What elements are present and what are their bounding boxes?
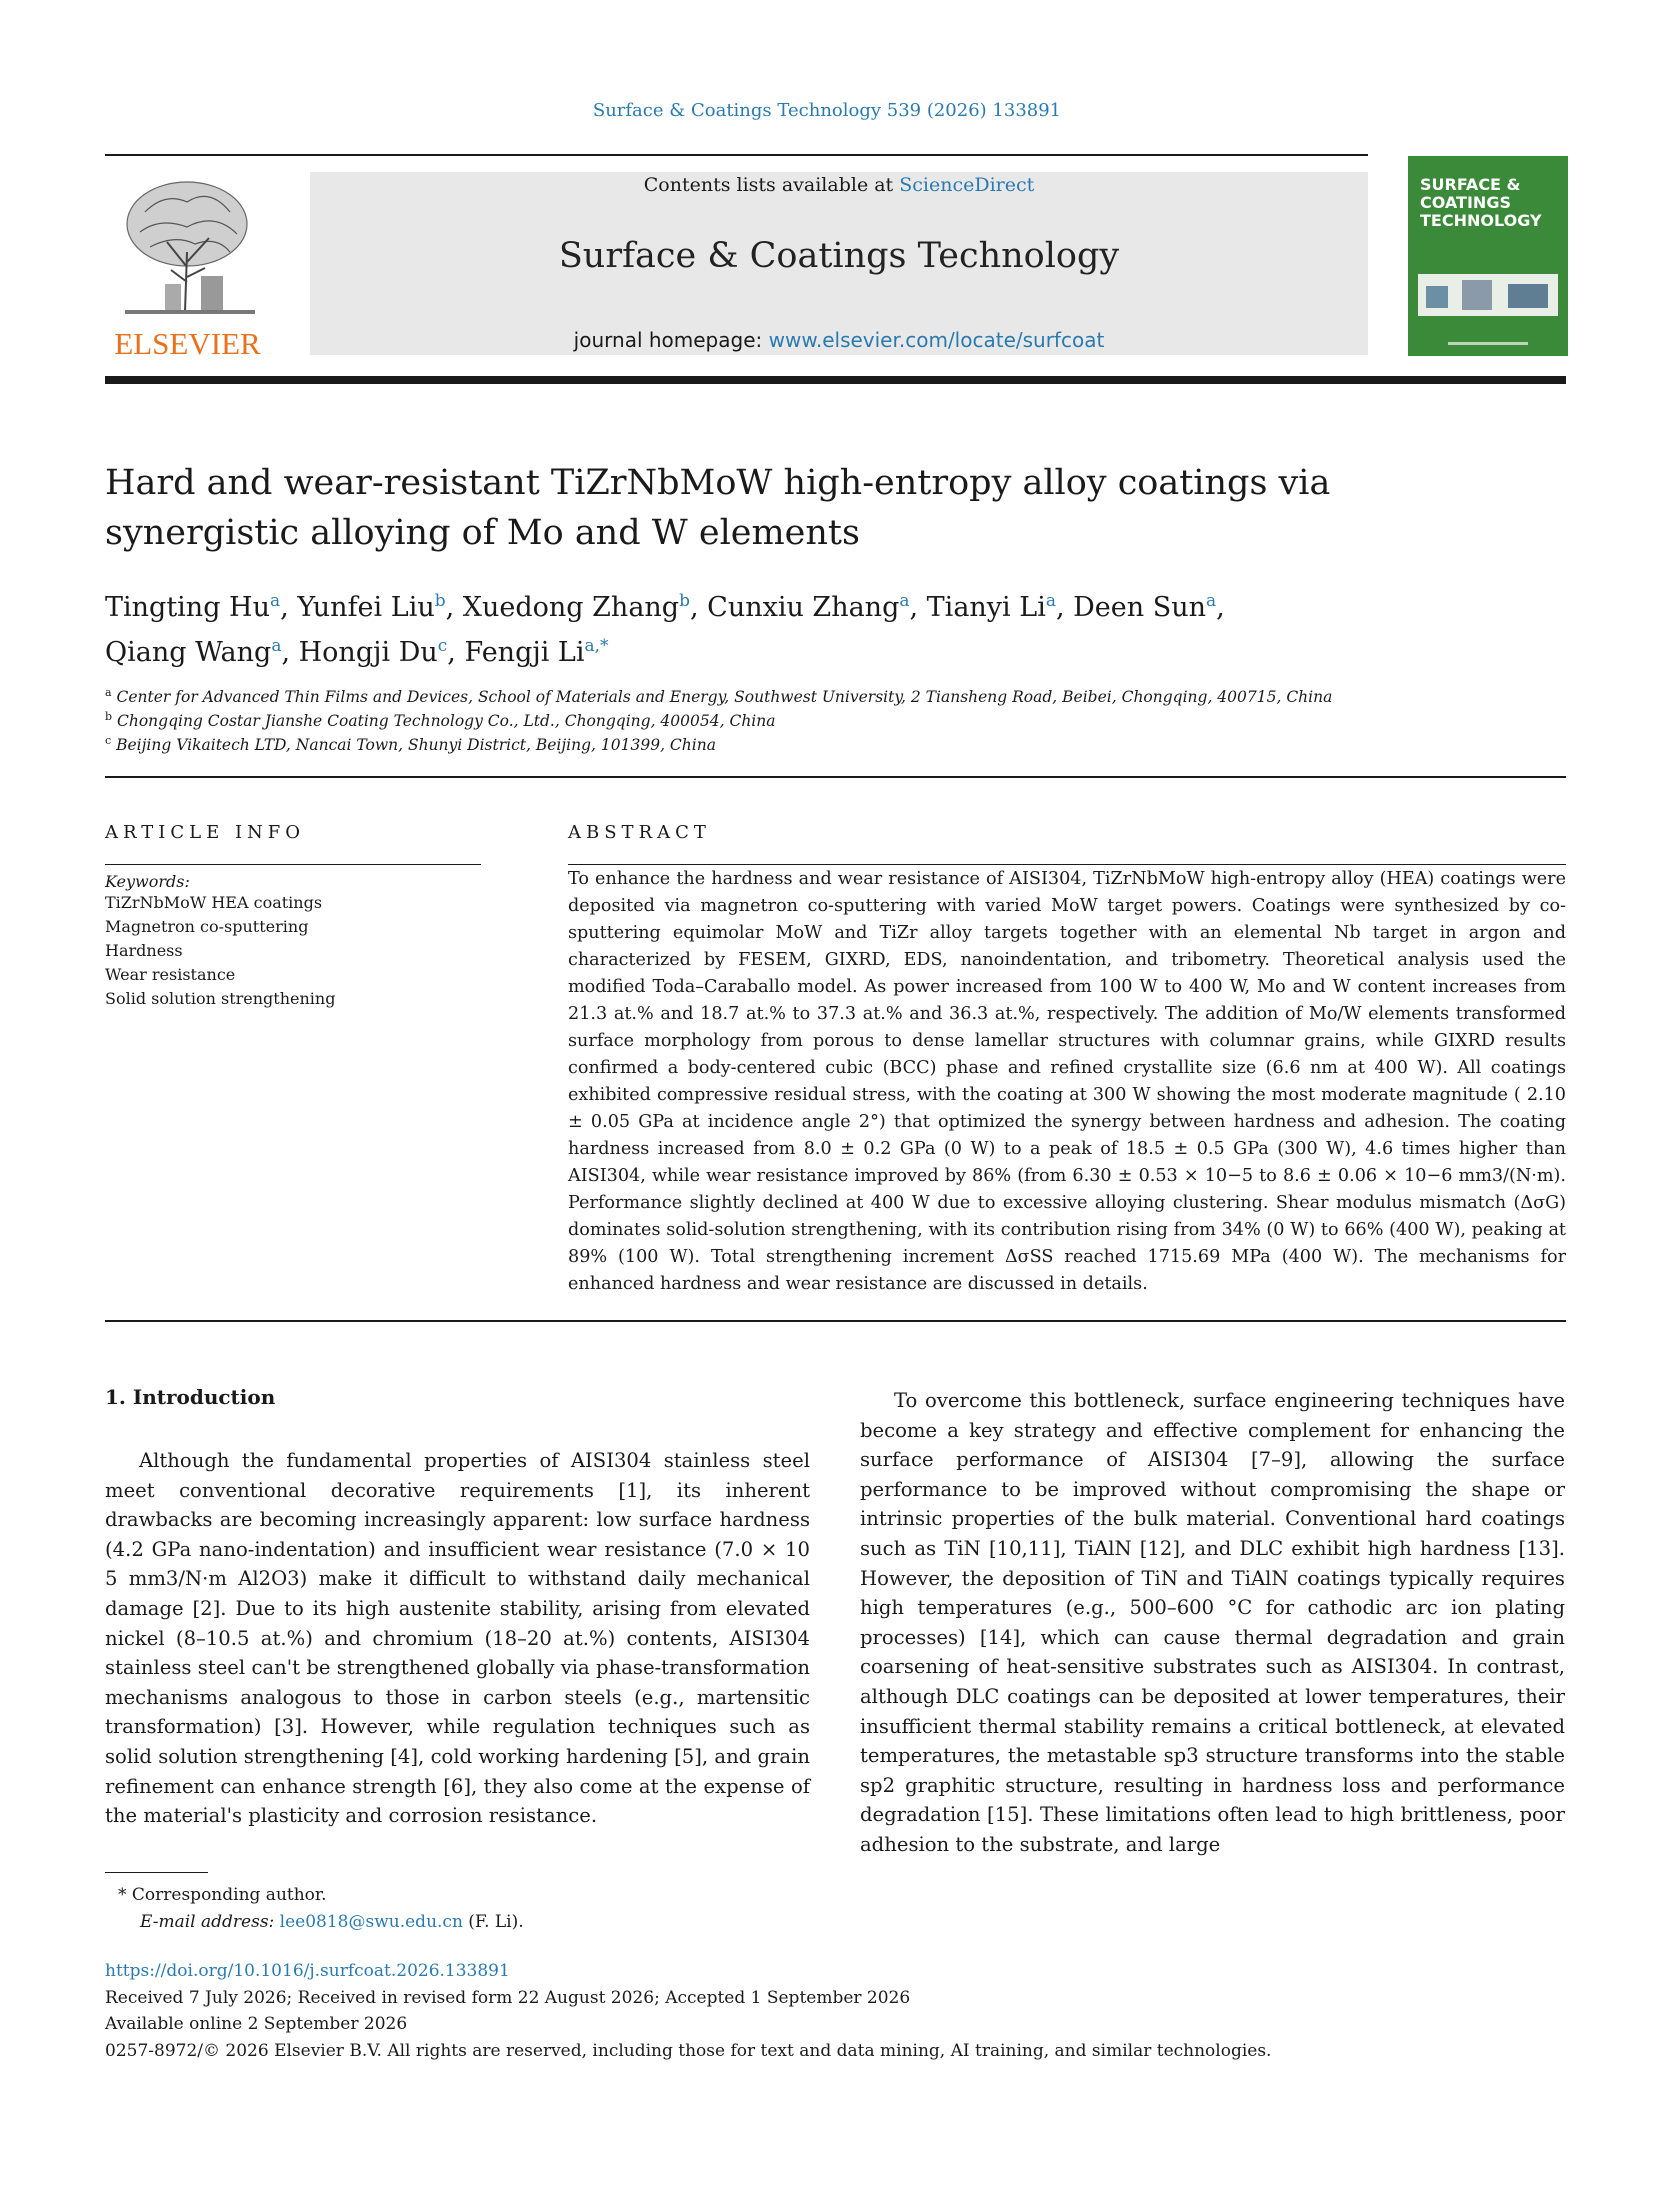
keyword[interactable]: TiZrNbMoW HEA coatings xyxy=(105,893,323,912)
email-line xyxy=(118,1909,524,1936)
journal-cover-thumbnail[interactable] xyxy=(1408,156,1568,356)
abstract-text: To enhance the hardness and wear resistance of AISI304, TiZrNbMoW high-entropy alloy (HEA) coatings were deposited via magnetron co-sputtering with varied MoW target powers. Coatings were synthesized by co-sputtering equimolar MoW and TiZr alloy targets together with an elemental Nb target in argon and characterized by FESEM, GIXRD, EDS, nanoindentation, and tribometry. Theoretical analysis used the modified Toda–Caraballo model. As power increased from 100 W to 400 W, Mo and W content increases from 21.3 at.% and 18.7 at.% to 37.3 at.% and 36.3 at.%, respectively. The addition of Mo/W elements transformed surface morphology from porous to dense lamellar structures with columnar grains, while GIXRD results confirmed a body-centered cubic (BCC) phase and refined crystallite size (6.6 nm at 400 W). All coatings exhibited compressive residual stress, with the coating at 300 W showing the most moderate magnitude ( 2.10 ± 0.05 GPa at incidence angle 2°) that optimized the synergy between hardness and adhesion. The coating hardness increased from 8.0 ± 0.2 GPa (0 W) to a peak of 18.5 ± 0.5 GPa (300 W), 4.6 times higher than AISI304, while wear resistance improved by 86% (from 6.30 ± 0.53 × 10−5 to 8.6 ± 0.06 × 10−6 mm3/(N·m). Performance slightly declined at 400 W due to excessive alloying clustering. Shear modulus mismatch (ΔσG) dominates solid-solution strengthening, with its contribution rising from 34% (0 W) to 66% (400 W), peaking at 89% (100 W). Total strengthening increment ΔσSS reached 1715.69 MPa (400 W). The mechanisms for enhanced hardness and wear resistance are discussed in details. xyxy=(568,869,1566,1294)
introduction-heading: 1. Introduction xyxy=(105,1385,276,1409)
affiliation-mark[interactable]: b xyxy=(679,591,690,611)
author-name[interactable]: Tingting Hu xyxy=(105,592,270,623)
affiliation-mark[interactable]: b xyxy=(434,591,446,611)
author-separator: , xyxy=(689,592,708,623)
tree-logo-icon xyxy=(105,172,270,320)
intro-paragraph: To overcome this bottleneck, surface engineering techniques have become a key strategy and effective complement for enhancing the surface performance of AISI304 [7–9], allowing the surface performance to be improved without compromising the shape or intrinsic properties of the bulk material. Conventional hard coatings such as TiN [10,11], TiAlN [12], and DLC exhibit high hardness [13]. However, the deposition of TiN and TiAlN coatings typically requires high temperatures (e.g., 500–600 °C for cathodic arc ion plating processes) [14], which can cause thermal degradation and grain coarsening of heat-sensitive substrates such as AISI304. In contrast, although DLC coatings can be deposited at lower temperatures, their insufficient thermal stability remains a critical bottleneck, at elevated temperatures, the metastable sp3 structure transforms into the stable sp2 graphitic structure, resulting in hardness loss and performance degradation [15]. These limitations often lead to high brittleness, poor adhesion to the substrate, and large xyxy=(860,1389,1565,1856)
intro-right-column xyxy=(860,1386,1565,1860)
homepage-line xyxy=(310,328,1368,352)
received-dates: Received 7 July 2026; Received in revised form 22 August 2026; Accepted 1 September 2026 xyxy=(105,1987,911,2008)
available-online: Available online 2 September 2026 xyxy=(105,2014,408,2034)
cover-footer-bar xyxy=(1448,342,1528,345)
publication-info xyxy=(105,1958,1565,2064)
author-name[interactable]: Hongji Du xyxy=(298,637,438,668)
abstract-heading: ABSTRACT xyxy=(568,822,711,843)
author-list xyxy=(105,582,1505,672)
cover-title: SURFACE & COATINGS TECHNOLOGY xyxy=(1420,175,1542,230)
article-info-rule xyxy=(105,864,481,865)
author-name[interactable]: Deen Sun xyxy=(1073,592,1207,623)
abstract-rule xyxy=(568,864,1566,865)
affiliation xyxy=(105,706,1555,732)
author-separator: , xyxy=(281,637,299,668)
email-link[interactable]: lee0818@swu.edu.cn xyxy=(279,1912,463,1932)
abstract-bottom-rule xyxy=(105,1320,1566,1322)
elsevier-wordmark: ELSEVIER xyxy=(114,326,261,361)
affiliation-mark[interactable]: a xyxy=(1045,591,1056,611)
affiliation-mark[interactable]: a xyxy=(899,591,910,611)
article-info-heading: ARTICLE INFO xyxy=(105,822,306,843)
keyword[interactable]: Wear resistance xyxy=(105,965,236,984)
author-name[interactable]: Cunxiu Zhang xyxy=(707,592,900,623)
author-name[interactable]: Xuedong Zhang xyxy=(462,592,680,623)
affiliation xyxy=(105,682,1555,708)
intro-paragraph: Although the fundamental properties of AISI304 stainless steel meet conventional decorative requirements [1], its inherent drawbacks are becoming increasingly apparent: low surface hardness (4.2 GPa nano-indentation) and insufficient wear resistance (7.0 × 10 5 mm3/N·m Al2O3) make it difficult to withstand daily mechanical damage [2]. Due to its high austenite stability, arising from elevated nickel (8–10.5 at.%) and chromium (18–20 at.%) contents, AISI304 stainless steel can't be strengthened globally via phase-transformation mechanisms analogous to those in carbon steels (e.g., martensitic transformation) [3]. However, while regulation techniques such as solid solution strengthening [4], cold working hardening [5], and grain refinement can enhance strength [6], they also come at the expense of the material's plasticity and corrosion resistance. xyxy=(105,1449,810,1828)
journal-title: Surface & Coatings Technology xyxy=(558,236,1120,276)
intro-left-column xyxy=(105,1446,810,1831)
author-separator: , xyxy=(447,637,465,668)
corresponding-footnote xyxy=(118,1882,524,1936)
author-line-1 xyxy=(105,582,1505,627)
journal-homepage-link[interactable]: www.elsevier.com/locate/surfcoat xyxy=(768,328,1105,352)
keyword[interactable]: Magnetron co-sputtering xyxy=(105,917,309,936)
journal-masthead xyxy=(310,172,1368,355)
doi-link[interactable]: https://doi.org/10.1016/j.surfcoat.2026.133891 xyxy=(105,1961,510,1981)
masthead-thick-rule xyxy=(105,376,1566,384)
email-label: E-mail address: xyxy=(140,1912,280,1932)
affiliation-mark[interactable]: a,* xyxy=(584,636,609,656)
author-separator: , xyxy=(1216,592,1225,623)
affiliation-rule xyxy=(105,776,1566,778)
affiliation-mark[interactable]: c xyxy=(437,636,448,656)
author-name[interactable]: Yunfei Liu xyxy=(297,592,435,623)
affiliation-mark[interactable]: a xyxy=(270,591,281,611)
keywords-block xyxy=(105,872,335,1011)
contents-prefix: Contents lists available at xyxy=(643,174,900,196)
author-separator: , xyxy=(280,592,298,623)
affiliation-label: b xyxy=(105,710,113,723)
affiliation xyxy=(105,730,1555,756)
paper-title: Hard and wear-resistant TiZrNbMoW high-entropy alloy coatings via synergistic alloying of Mo and W elements xyxy=(105,463,1331,553)
author-name[interactable]: Qiang Wang xyxy=(105,637,272,668)
keyword[interactable]: Hardness xyxy=(105,941,183,960)
contents-line xyxy=(310,174,1368,196)
keywords-label: Keywords: xyxy=(105,872,190,891)
affiliation-text: Center for Advanced Thin Films and Devices, School of Materials and Energy, Southwest University, 2 Tiansheng Road, Beibei, Chongqing, 400715, China xyxy=(116,688,1333,707)
affiliation-label: a xyxy=(105,686,112,699)
copyright-line: 0257-8972/© 2026 Elsevier B.V. All rights are reserved, including those for text and data mining, AI training, and similar technologies. xyxy=(105,2040,1272,2061)
footnote-rule xyxy=(105,1872,208,1873)
cover-figure xyxy=(1418,274,1558,316)
author-separator: , xyxy=(909,592,927,623)
affiliation-mark[interactable]: a xyxy=(271,636,282,656)
email-suffix: (F. Li). xyxy=(462,1912,524,1932)
affiliation-label: c xyxy=(105,734,112,747)
elsevier-logo[interactable] xyxy=(105,172,270,362)
author-name[interactable]: Tianyi Li xyxy=(926,592,1046,623)
running-head[interactable]: Surface & Coatings Technology 539 (2026) 133891 xyxy=(592,100,1062,121)
author-name[interactable]: Fengji Li xyxy=(464,637,585,668)
corresponding-author-note: * Corresponding author. xyxy=(118,1885,327,1905)
homepage-prefix: journal homepage: xyxy=(573,328,769,352)
keyword[interactable]: Solid solution strengthening xyxy=(105,989,336,1008)
affiliation-mark[interactable]: a xyxy=(1206,591,1217,611)
affiliation-text: Beijing Vikaitech LTD, Nancai Town, Shunyi District, Beijing, 101399, China xyxy=(116,736,716,755)
top-thin-rule xyxy=(105,154,1368,156)
sciencedirect-link[interactable]: ScienceDirect xyxy=(899,174,1035,196)
author-separator: , xyxy=(1055,592,1074,623)
author-line-2 xyxy=(105,627,1505,672)
author-separator: , xyxy=(445,592,463,623)
affiliation-text: Chongqing Costar Jianshe Coating Technology Co., Ltd., Chongqing, 400054, China xyxy=(116,712,776,731)
